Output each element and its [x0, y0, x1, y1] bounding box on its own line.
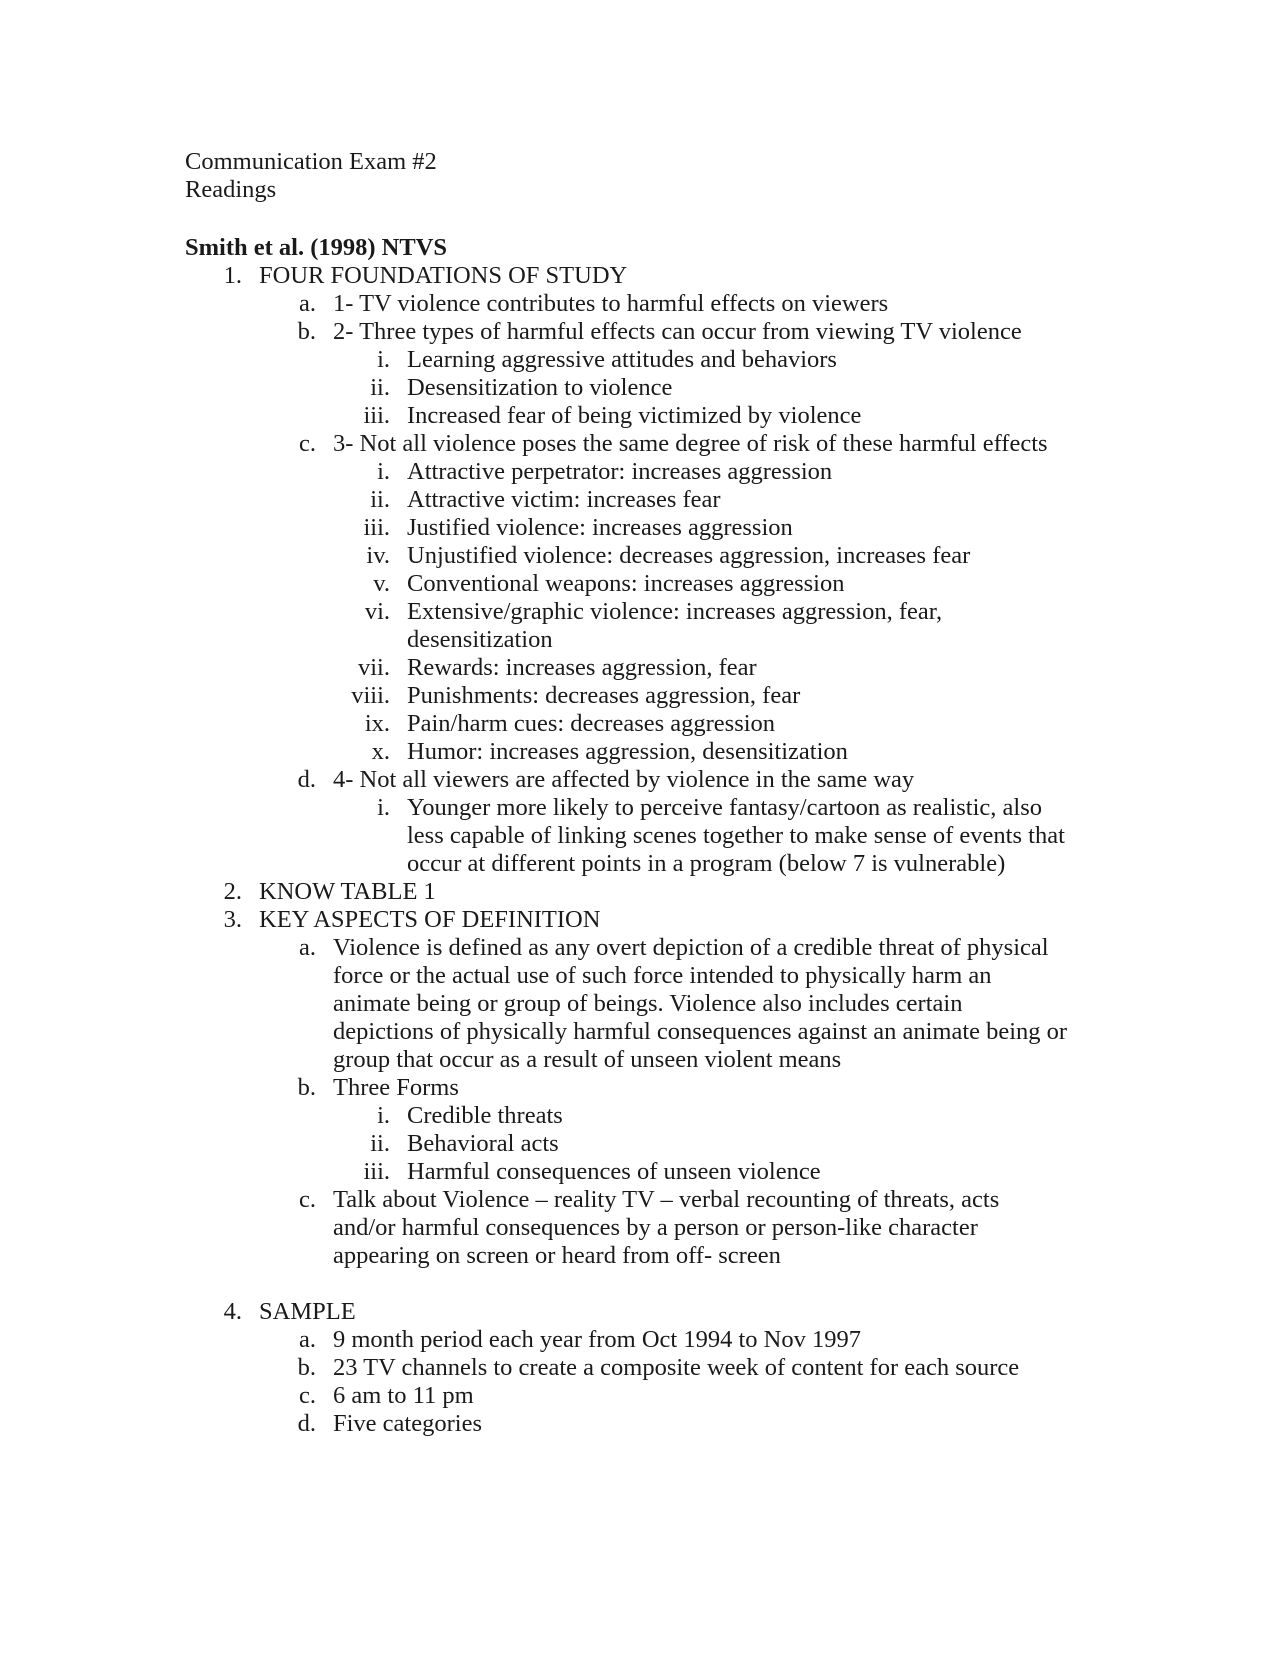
list-marker: b. [297, 318, 316, 345]
list-item-text: Justified violence: increases aggression [407, 514, 793, 541]
list-marker: ii. [370, 374, 390, 401]
list-item-continuation: desensitization [407, 626, 553, 653]
list-marker: vi. [364, 598, 390, 625]
list-item-text: Increased fear of being victimized by violence [407, 402, 862, 429]
list-item-text: 2- Three types of harmful effects can occur from viewing TV violence [333, 318, 1022, 345]
list-item-text: Extensive/graphic violence: increases aggression, fear, [407, 598, 943, 625]
list-marker: i. [377, 346, 390, 373]
list-item-text: Punishments: decreases aggression, fear [407, 682, 801, 709]
list-marker: 3. [223, 906, 242, 933]
list-marker: vii. [358, 654, 390, 681]
list-item-text: Rewards: increases aggression, fear [407, 654, 757, 681]
list-item-text: Credible threats [407, 1102, 563, 1129]
list-marker: iii. [363, 402, 390, 429]
list-marker: i. [377, 1102, 390, 1129]
list-marker: i. [377, 794, 390, 821]
list-marker: i. [377, 458, 390, 485]
list-item-text: 4- Not all viewers are affected by violence in the same way [333, 766, 915, 793]
list-item-continuation: depictions of physically harmful consequences against an animate being or [333, 1018, 1068, 1045]
list-marker: ix. [364, 710, 390, 737]
list-marker: ii. [370, 486, 390, 513]
list-marker: c. [299, 430, 316, 457]
list-item-continuation: force or the actual use of such force intended to physically harm an [333, 962, 992, 989]
list-item-text: Harmful consequences of unseen violence [407, 1158, 821, 1185]
list-item-text: SAMPLE [259, 1298, 356, 1325]
list-item-text: Three Forms [333, 1074, 459, 1101]
list-item-text: 9 month period each year from Oct 1994 to Nov 1997 [333, 1326, 861, 1353]
list-marker: ii. [370, 1130, 390, 1157]
list-item-continuation: animate being or group of beings. Violence also includes certain [333, 990, 963, 1017]
list-marker: 4. [223, 1298, 242, 1325]
list-item-text: 23 TV channels to create a composite week of content for each source [333, 1354, 1020, 1381]
list-marker: d. [297, 1410, 316, 1437]
list-marker: iii. [363, 514, 390, 541]
list-marker: b. [297, 1354, 316, 1381]
list-item-continuation: and/or harmful consequences by a person or person-like character [333, 1214, 978, 1241]
list-item-text: 3- Not all violence poses the same degree of risk of these harmful effects [333, 430, 1048, 457]
list-item-continuation: appearing on screen or heard from off- screen [333, 1242, 781, 1269]
list-item-text: Violence is defined as any overt depiction of a credible threat of physical [333, 934, 1049, 961]
list-item-text: Younger more likely to perceive fantasy/cartoon as realistic, also [407, 794, 1042, 821]
document-subtitle: Readings [185, 176, 277, 203]
list-marker: iv. [366, 542, 390, 569]
list-item-text: Learning aggressive attitudes and behaviors [407, 346, 837, 373]
section-heading: Smith et al. (1998) NTVS [185, 234, 448, 261]
list-item-continuation: group that occur as a result of unseen violent means [333, 1046, 842, 1073]
list-item-text: KNOW TABLE 1 [259, 878, 436, 905]
list-item-text: Conventional weapons: increases aggression [407, 570, 845, 597]
list-marker: d. [297, 766, 316, 793]
list-marker: a. [299, 290, 316, 317]
list-marker: viii. [351, 682, 390, 709]
list-marker: 2. [223, 878, 242, 905]
list-marker: c. [299, 1382, 316, 1409]
list-item-text: Pain/harm cues: decreases aggression [407, 710, 776, 737]
list-item-text: Five categories [333, 1410, 482, 1437]
list-item-text: Humor: increases aggression, desensitization [407, 738, 848, 765]
list-item-text: Behavioral acts [407, 1130, 559, 1157]
list-item-text: Attractive perpetrator: increases aggression [407, 458, 833, 485]
list-item-text: KEY ASPECTS OF DEFINITION [259, 906, 601, 933]
list-marker: v. [373, 570, 390, 597]
list-item-text: Desensitization to violence [407, 374, 673, 401]
list-marker: iii. [363, 1158, 390, 1185]
list-item-continuation: occur at different points in a program (below 7 is vulnerable) [407, 850, 1006, 877]
list-item-text: Attractive victim: increases fear [407, 486, 721, 513]
list-item-text: FOUR FOUNDATIONS OF STUDY [259, 262, 628, 289]
list-item-text: Talk about Violence – reality TV – verbal recounting of threats, acts [333, 1186, 1000, 1213]
list-marker: b. [297, 1074, 316, 1101]
list-item-continuation: less capable of linking scenes together to make sense of events that [407, 822, 1065, 849]
list-marker: 1. [223, 262, 242, 289]
list-item-text: 1- TV violence contributes to harmful effects on viewers [333, 290, 889, 317]
list-item-text: 6 am to 11 pm [333, 1382, 474, 1409]
document-title: Communication Exam #2 [185, 148, 437, 175]
list-item-text: Unjustified violence: decreases aggression, increases fear [407, 542, 971, 569]
list-marker: a. [299, 934, 316, 961]
list-marker: c. [299, 1186, 316, 1213]
list-marker: a. [299, 1326, 316, 1353]
list-marker: x. [371, 738, 390, 765]
